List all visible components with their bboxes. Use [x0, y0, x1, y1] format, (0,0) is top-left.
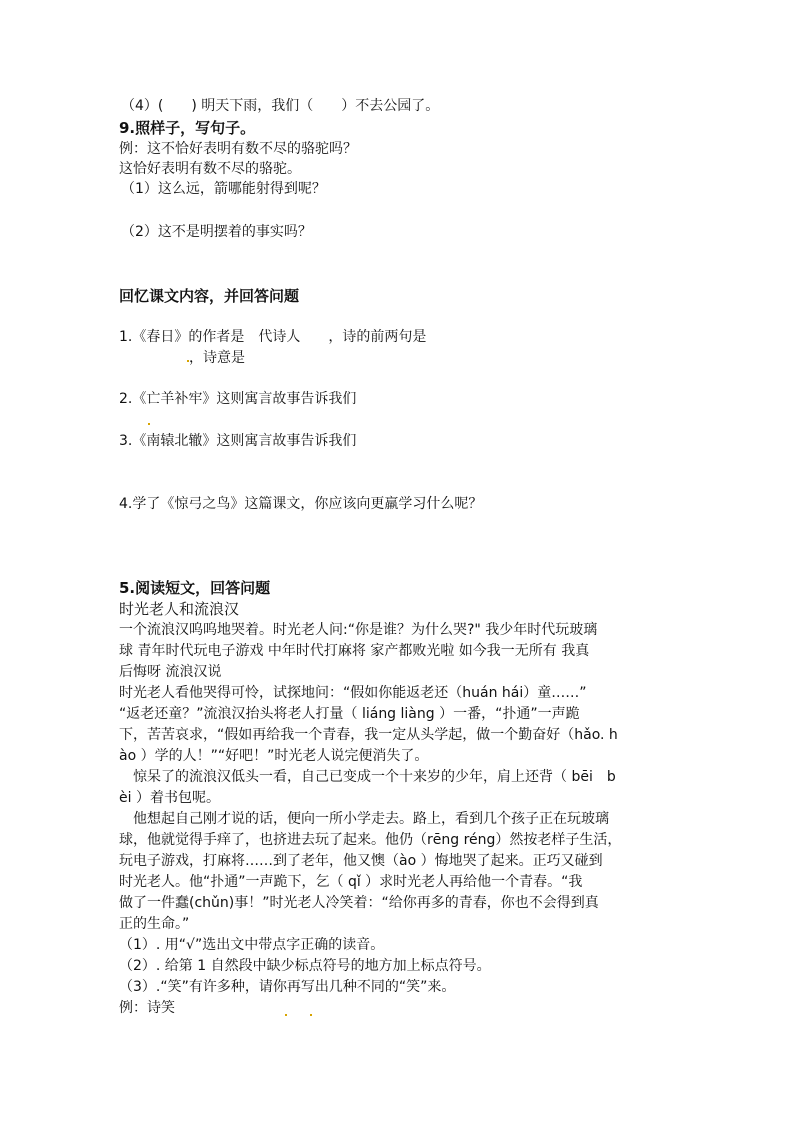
blank-marker-row — [310, 1001, 312, 1023]
example-answer: 这恰好表明有数不尽的骆驼。 — [119, 161, 301, 177]
sub-question-3: （3）.“笑”有许多种，请你再写出几种不同的“笑”来。 — [119, 979, 456, 995]
passage-line: 惊呆了的流浪汉低头一看，自己已变成一个十来岁的少年，肩上还背（ bēi b — [119, 769, 616, 785]
recall-question-1-line-1: 1.《春日》的作者是 代诗人 ，诗的前两句是 — [119, 329, 427, 345]
sub-question-1: （1）. 用“√”选出文中带点字正确的读音。 — [119, 937, 385, 953]
passage-line: 时光老人。他“扑通”一声跪下，乞（ qǐ ）求时光老人再给他一个青春。“我 — [119, 874, 583, 890]
question-4-line: （4）( ) 明天下雨，我们（ ）不去公园了。 — [121, 98, 440, 114]
passage-line: 下，苦苦哀求，“假如再给我一个青春，我一定从头学起，做一个勤奋好（hǎo. h — [119, 727, 618, 743]
reading-heading: 5.阅读短文，回答问题 — [119, 579, 271, 597]
recall-question-1-line-2 — [187, 347, 245, 369]
passage-line: 一个流浪汉呜呜地哭着。时光老人问:“你是谁？为什么哭?" 我少年时代玩玻璃 — [119, 622, 598, 638]
sub-question-2: （2）. 给第 1 自然段中缺少标点符号的地方加上标点符号。 — [119, 958, 491, 974]
passage-line: 玩电子游戏，打麻将……到了老年，他又懊（ào ）悔地哭了起来。正巧又碰到 — [119, 853, 603, 869]
passage-line: 正的生命。” — [119, 916, 190, 932]
recall-heading: 回忆课文内容，并回答问题 — [119, 287, 300, 305]
blank-marker — [148, 423, 150, 425]
passage-line: “返老还童？”流浪汉抬头将老人打量（ liáng liàng ）一番，“扑通”一声跪 — [119, 706, 580, 722]
sub-question-3-example: 例：诗笑 — [119, 1000, 175, 1016]
passage-line: 球，他就觉得手痒了，也挤进去玩了起来。他仍（rēng réng）然按老样子生活， — [119, 832, 622, 848]
example-question: 例：这不恰好表明有数不尽的骆驼吗？ — [119, 141, 357, 157]
rewrite-item-2: （2）这不是明摆着的事实吗？ — [121, 224, 312, 240]
recall-question-4: 4.学了《惊弓之鸟》这篇课文，你应该向更羸学习什么呢？ — [119, 496, 483, 512]
passage-line: èi ）着书包呢。 — [119, 790, 220, 806]
recall-question-1-tail: ，诗意是 — [189, 350, 245, 366]
passage-line: 时光老人看他哭得可怜，试探地问：“假如你能返老还（huán hái）童……” — [119, 685, 587, 701]
passage-line: ào ）学的人！”“好吧！”时光老人说完便消失了。 — [119, 748, 429, 764]
recall-question-3: 3.《南辕北辙》这则寓言故事告诉我们 — [119, 433, 357, 449]
passage-line: 后悔呀 流浪汉说 — [119, 664, 222, 680]
question-9-heading: 9.照样子，写句子。 — [119, 119, 256, 137]
passage-line: 球 青年时代玩电子游戏 中年时代打麻将 家产都败光啦 如今我一无所有 我真 — [119, 643, 590, 659]
blank-marker — [285, 1014, 287, 1016]
blank-marker-row — [148, 410, 150, 432]
blank-marker-row — [285, 1001, 287, 1023]
passage-line: 做了一件蠢(chǔn)事！”时光老人冷笑着：“给你再多的青春，你也不会得到真 — [119, 895, 599, 911]
rewrite-item-1: （1）这么远，箭哪能射得到呢？ — [121, 181, 326, 197]
reading-title: 时光老人和流浪汉 — [119, 600, 240, 618]
passage-line: 他想起自己刚才说的话，便向一所小学走去。路上，看到几个孩子正在玩玻璃 — [119, 811, 609, 827]
blank-marker — [310, 1014, 312, 1016]
recall-question-2: 2.《亡羊补牢》这则寓言故事告诉我们 — [119, 391, 357, 407]
